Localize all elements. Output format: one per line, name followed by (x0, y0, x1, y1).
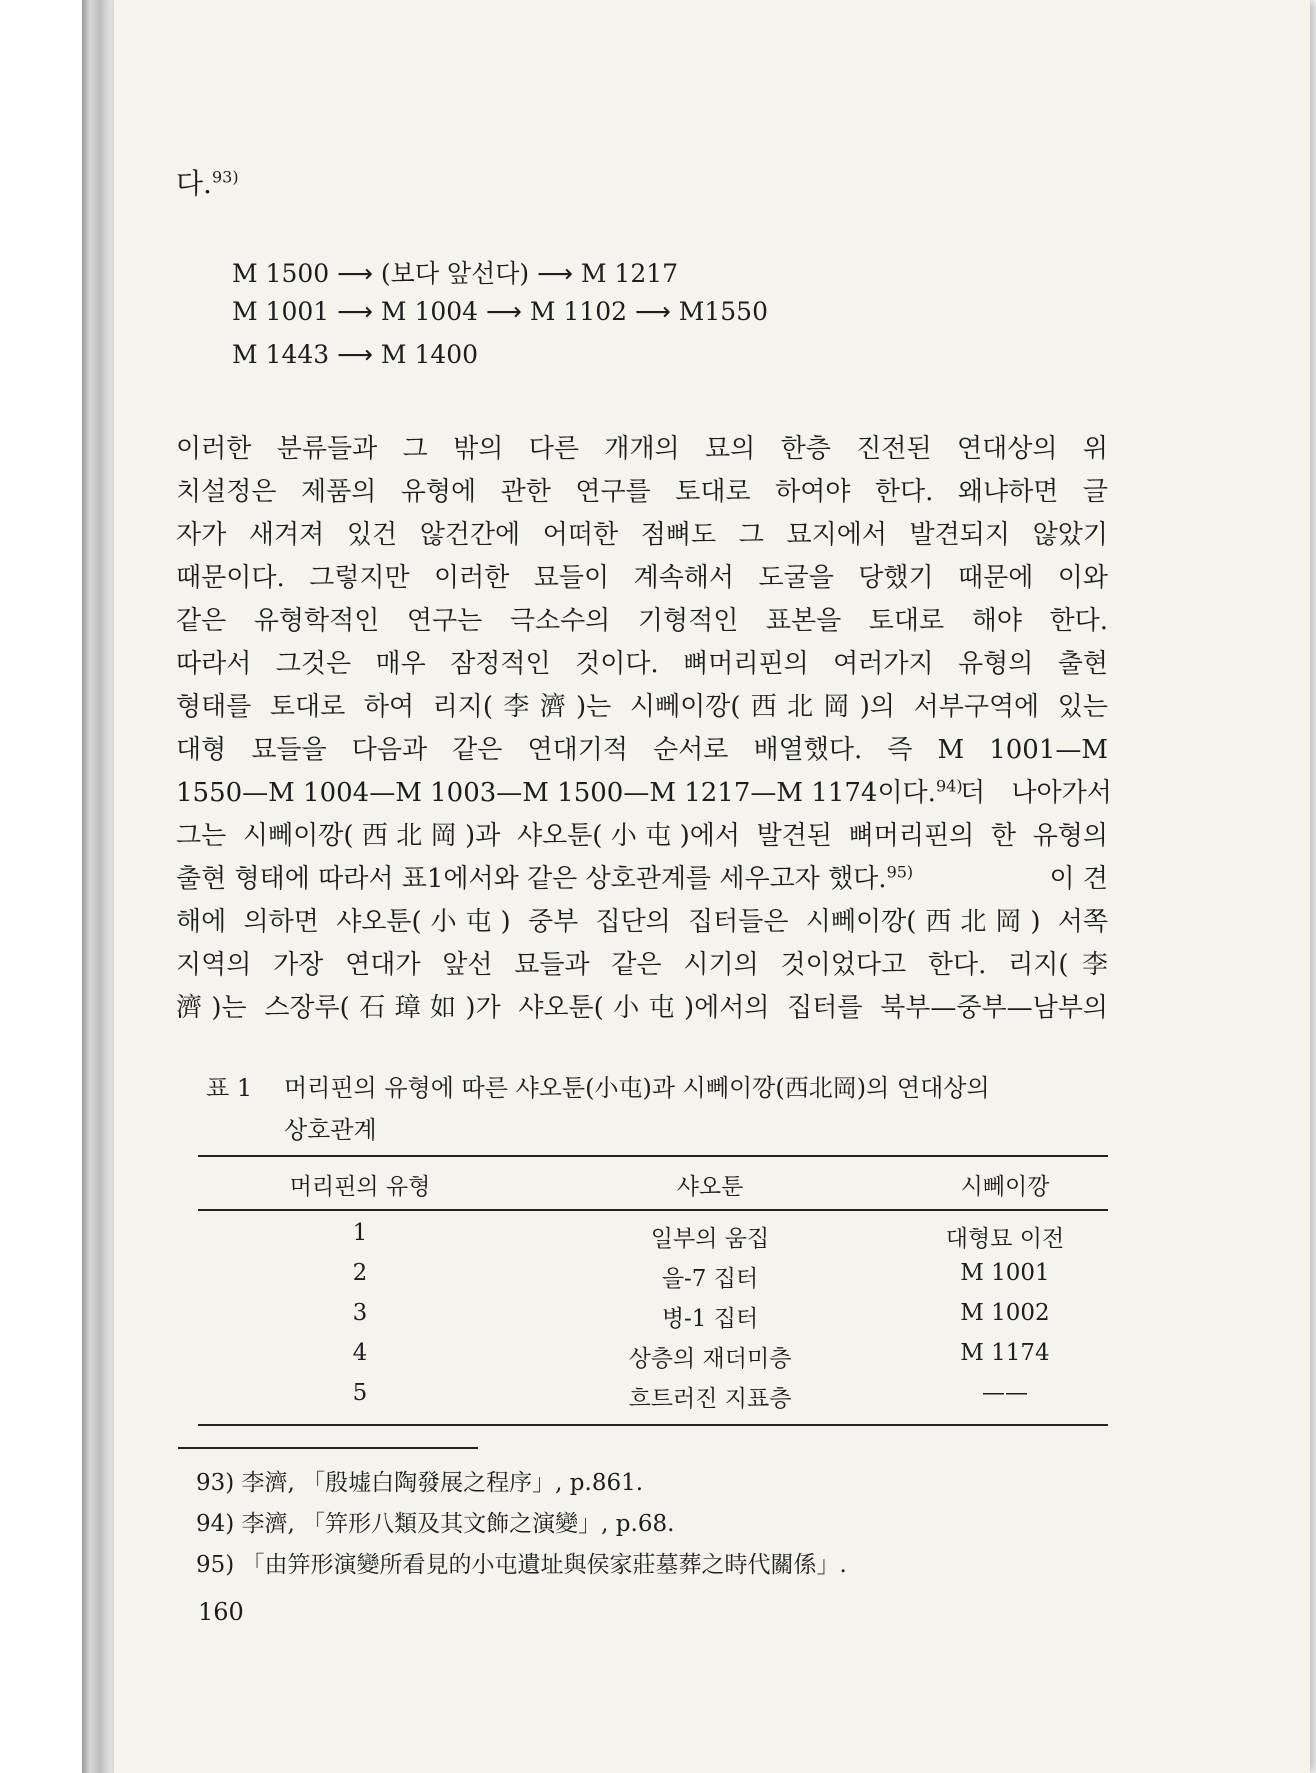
seq-item: M 1102 (529, 297, 628, 326)
table-cell: 병-1 집터 (661, 1306, 759, 1332)
footnote-ref-95: 95) (886, 862, 914, 882)
table-cell: M 1002 (960, 1300, 1050, 1326)
body-line-text: 1550—M 1004—M 1003—M 1500—M 1217—M 1174이다. (176, 778, 936, 808)
table-cell: 4 (352, 1340, 368, 1366)
sequence-line-3 (232, 340, 478, 369)
seq-item: M 1004 (380, 297, 479, 326)
body-line-text: 출현 형태에 따라서 표1에서와 같은 상호관계를 세우고자 했다. (176, 864, 887, 894)
table-cell: —— (982, 1380, 1028, 1406)
table-cell: 3 (352, 1300, 368, 1326)
arrow-icon: ⟶ (634, 297, 671, 326)
arrow-icon: ⟶ (537, 259, 573, 288)
table-cell: 을-7 집터 (661, 1266, 759, 1292)
body-line (176, 772, 963, 809)
footnote-93: 93) 李濟, 「殷墟白陶發展之程序」, p.861. (196, 1470, 644, 1496)
footnote-divider (178, 1447, 478, 1449)
arrow-icon: ⟶ (337, 259, 373, 288)
sequence-line-2 (232, 297, 768, 326)
body-line: 때문이다. 그렇지만 이러한 묘들이 계속해서 도굴을 당했기 때문에 이와 (176, 563, 1108, 593)
body-line-tail: 이 견 (1049, 864, 1108, 894)
table-label: 표 1 (206, 1074, 253, 1102)
footnote-95: 95) 「由笄形演變所看見的小屯遺址與侯家莊墓葬之時代關係」. (196, 1552, 847, 1578)
table-header-cell: 샤오툰 (676, 1174, 744, 1200)
seq-item: M 1400 (380, 340, 479, 369)
footnote-ref-94: 94) (935, 776, 963, 796)
seq-item: M 1500 (232, 259, 330, 288)
table-cell: M 1174 (960, 1340, 1050, 1366)
body-line: 형태를 토대로 하여 리지(李濟)는 시뻬이깡(西北岡)의 서부구역에 있는 (176, 692, 1108, 722)
body-line: 지역의 가장 연대가 앞선 묘들과 같은 시기의 것이었다고 한다. 리지(李 (176, 950, 1108, 980)
seq-item: M 1001 (232, 297, 330, 326)
table-header-rule (198, 1209, 1108, 1211)
table-caption (206, 1068, 1106, 1103)
body-line: 대형 묘들을 다음과 같은 연대기적 순서로 배열했다. 즉 M 1001—M (176, 735, 1108, 765)
table-cell: 대형묘 이전 (945, 1226, 1065, 1252)
table-cell: 5 (352, 1380, 368, 1406)
table-title-continued: 상호관계 (284, 1116, 377, 1144)
table-header-cell: 시뻬이깡 (960, 1174, 1050, 1200)
table-title: 머리핀의 유형에 따른 샤오툰(小屯)과 시뻬이깡(西北岡)의 연대상의 (284, 1074, 990, 1102)
table-cell: M 1001 (960, 1260, 1050, 1286)
table-top-rule (198, 1155, 1108, 1157)
body-line: 濟)는 스장루(石璋如)가 샤오툰(小屯)에서의 집터를 북부—중부—남부의 (176, 993, 1108, 1023)
body-line-tail: 더 나아가서 (960, 778, 1112, 808)
footnote-94: 94) 李濟, 「笄形八類及其文飾之演變」, p.68. (196, 1511, 675, 1537)
body-line: 따라서 그것은 매우 잠정적인 것이다. 뼈머리핀의 여러가지 유형의 출현 (176, 649, 1108, 679)
seq-item: M 1443 (232, 340, 330, 369)
table-cell: 1 (352, 1220, 368, 1246)
arrow-icon: ⟶ (337, 340, 373, 369)
seq-item: M 1217 (580, 259, 679, 288)
arrow-icon: ⟶ (486, 297, 522, 326)
footnote-ref-93: 93) (211, 167, 239, 187)
body-line: 그는 시뻬이깡(西北岡)과 샤오툰(小屯)에서 발견된 뼈머리핀의 한 유형의 (176, 821, 1108, 851)
table-cell: 상층의 재더미층 (628, 1346, 792, 1372)
table-bottom-rule (198, 1424, 1108, 1426)
opening-fragment: 다.$^{93)}$ (176, 167, 239, 200)
seq-item: (보다 앞선다) (380, 259, 530, 288)
body-line: 해에 의하면 샤오툰(小屯) 중부 집단의 집터들은 시뻬이깡(西北岡) 서쪽 (176, 907, 1108, 937)
body-line: 이러한 분류들과 그 밖의 다른 개개의 묘의 한층 진전된 연대상의 위 (176, 434, 1108, 464)
table-cell: 2 (352, 1260, 368, 1286)
body-line: 치설정은 제품의 유형에 관한 연구를 토대로 하여야 한다. 왜냐하면 글 (176, 477, 1108, 507)
seq-item: M1550 (678, 297, 768, 326)
body-line (176, 858, 913, 895)
sequence-line-1 (232, 254, 678, 290)
body-line: 같은 유형학적인 연구는 극소수의 기형적인 표본을 토대로 해야 한다. (176, 606, 1108, 636)
table-cell: 흐트러진 지표층 (628, 1386, 792, 1412)
arrow-icon: ⟶ (337, 297, 373, 326)
page-number: 160 (198, 1598, 244, 1626)
table-cell: 일부의 움집 (650, 1226, 770, 1252)
body-line: 자가 새겨져 있건 않건간에 어떠한 점뼈도 그 묘지에서 발견되지 않았기 (176, 520, 1108, 550)
table-header-cell: 머리핀의 유형 (289, 1174, 431, 1200)
